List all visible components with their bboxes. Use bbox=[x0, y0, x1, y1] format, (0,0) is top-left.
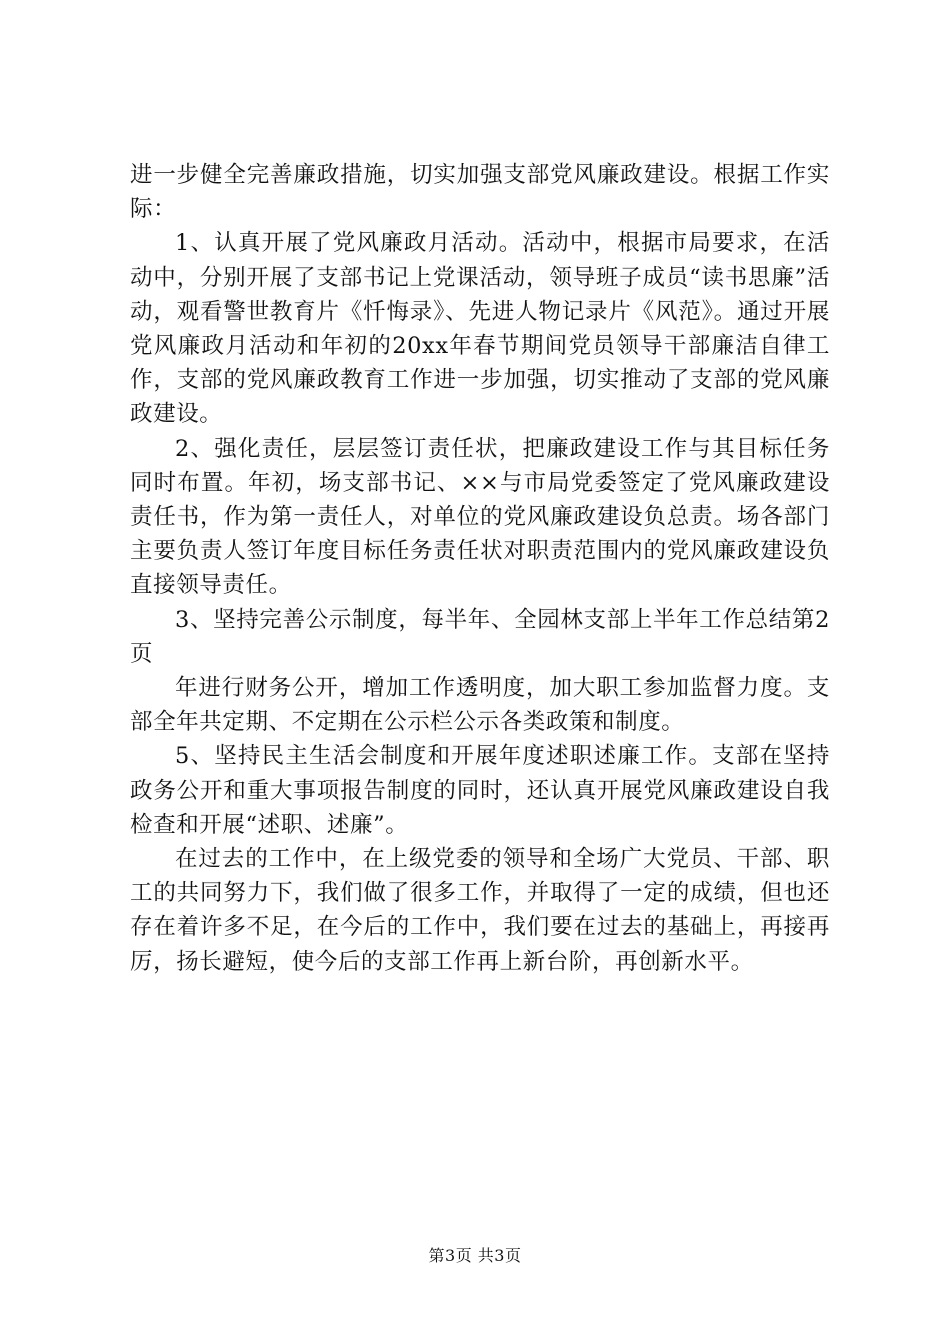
paragraph-item-5: 5、坚持民主生活会制度和开展年度述职述廉工作。支部在坚持政务公开和重大事项报告制度的同时，还认真开展党风廉政建设自我检查和开展“述职、述廉”。 bbox=[130, 743, 830, 838]
paragraph-item-2: 2、强化责任，层层签订责任状，把廉政建设工作与其目标任务同时布置。年初，场支部书记、××与市局党委签定了党风廉政建设责任书，作为第一责任人，对单位的党风廉政建设负总责。场各部门主要负责人签订年度目标任务责任状对职责范围内的党风廉政建设负直接领导责任。 bbox=[130, 435, 830, 599]
document-body bbox=[130, 158, 830, 979]
page-footer: 第3页 共3页 bbox=[428, 1246, 522, 1265]
paragraph-conclusion: 在过去的工作中，在上级党委的领导和全场广大党员、干部、职工的共同努力下，我们做了很多工作，并取得了一定的成绩，但也还存在着许多不足，在今后的工作中，我们要在过去的基础上，再接再厉，扬长避短，使今后的支部工作再上新台阶，再创新水平。 bbox=[130, 846, 830, 975]
paragraph-item-3-continued: 年进行财务公开，增加工作透明度，加大职工参加监督力度。支部全年共定期、不定期在公示栏公示各类政策和制度。 bbox=[130, 675, 830, 736]
paragraph-item-1: 1、认真开展了党风廉政月活动。活动中，根据市局要求，在活动中，分别开展了支部书记上党课活动，领导班子成员“读书思廉”活动，观看警世教育片《忏悔录》、先进人物记录片《风范》。通过开展党风廉政月活动和年初的20xx年春节期间党员领导干部廉洁自律工作，支部的党风廉政教育工作进一步加强，切实推动了支部的党风廉政建设。 bbox=[130, 230, 830, 428]
paragraph-item-3: 3、坚持完善公示制度，每半年、全园林支部上半年工作总结第2页 bbox=[130, 606, 830, 667]
paragraph-intro: 进一步健全完善廉政措施，切实加强支部党风廉政建设。根据工作实际： bbox=[130, 162, 830, 223]
